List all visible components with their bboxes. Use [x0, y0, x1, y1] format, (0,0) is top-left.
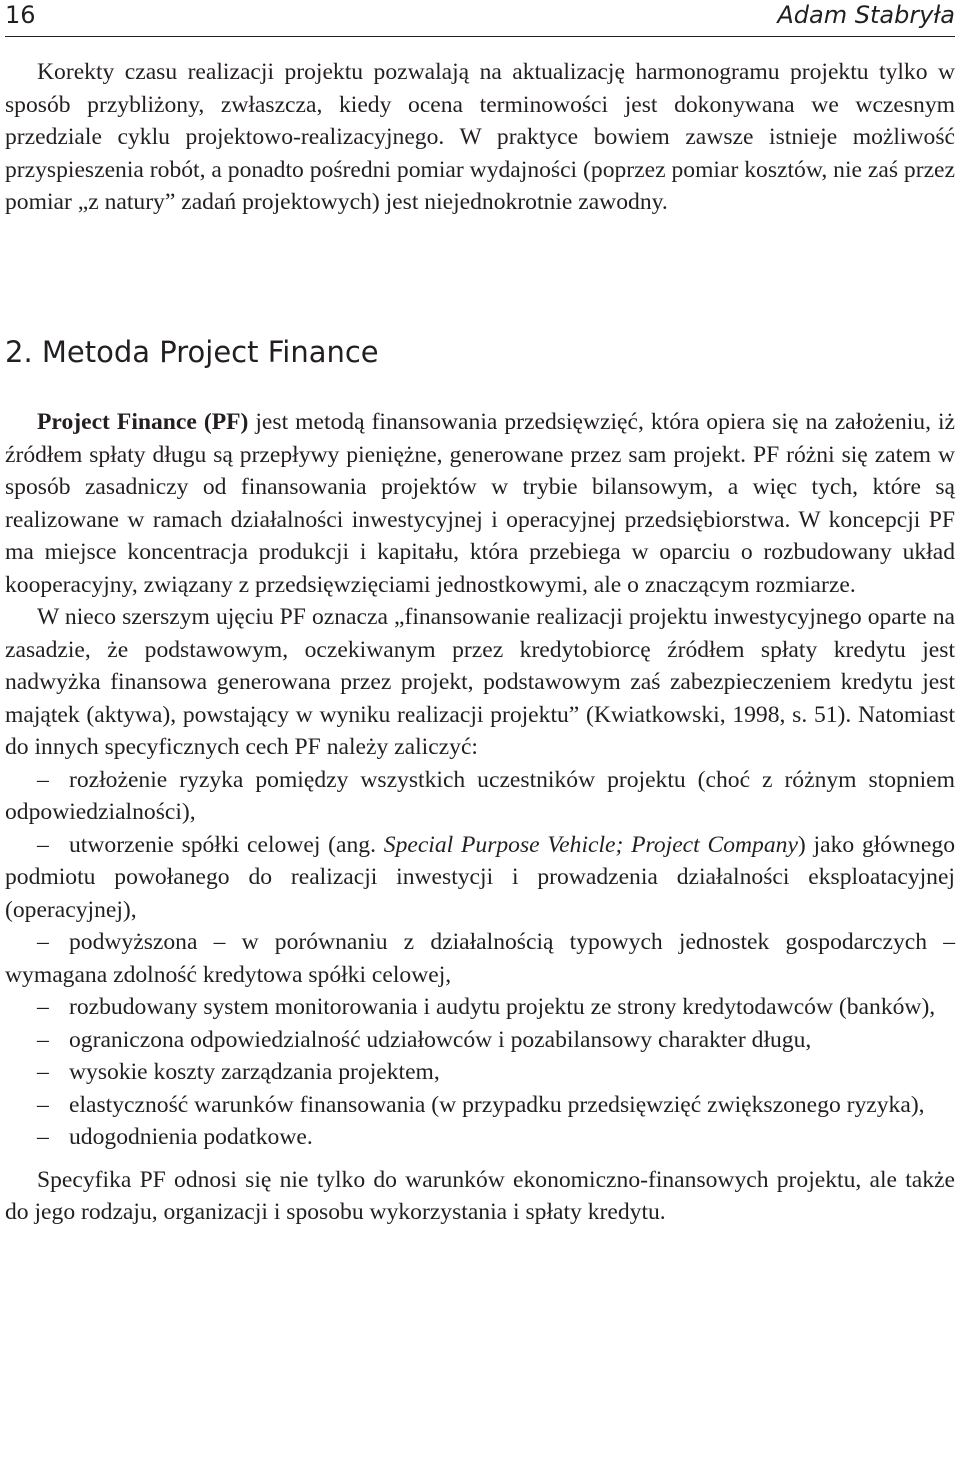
feature-text: podwyższona – w porównaniu z działalnością typowych jednostek gospodarczych – wymagana zdolność kredytowa spółki celowej,	[5, 929, 955, 988]
feature-text: udogodnienia podatkowe.	[69, 1124, 313, 1150]
list-dash: –	[37, 831, 49, 858]
section-body	[5, 406, 955, 1229]
running-header	[5, 0, 955, 37]
closing-paragraph: Specyfika PF odnosi się nie tylko do warunków ekonomiczno-finansowych projektu, ale także do jego rodzaju, organizacji i sposobu wykorzystania i spłaty kredytu.	[5, 1166, 955, 1225]
feature-list-item	[5, 1056, 955, 1089]
list-dash: –	[37, 929, 49, 955]
list-dash: –	[37, 1059, 49, 1085]
list-dash: –	[37, 1124, 49, 1150]
feature-text: wysokie koszty zarządzania projektem,	[69, 1059, 440, 1085]
feature-text-after: ) jako głównego podmiotu powołanego do realizacji inwestycji i prowadzenia działalności eksploatacyjnej (operacyjnej),	[5, 831, 955, 923]
section-heading: 2. Metoda Project Finance	[5, 335, 379, 369]
broader-definition-paragraph: W nieco szerszym ujęciu PF oznacza „finansowanie realizacji projektu inwestycyjnego oparte na zasadzie, że podstawowym, oczekiwanym przez kredytobiorcę źródłem spłaty kredytu jest nadwyżka finansowa generowana przez projekt, podstawowym zaś zabezpieczeniem kredytu jest majątek (aktywa), powstający w wyniku realizacji projektu” (Kwiatkowski, 1998, s. 51). Natomiast do innych specyficznych cech PF należy zaliczyć:	[5, 604, 955, 760]
feature-text: rozłożenie ryzyka pomiędzy wszystkich uczestników projektu (choć z różnym stopniem odpowiedzialności),	[5, 766, 955, 825]
list-dash: –	[37, 994, 49, 1020]
feature-list-item	[5, 1024, 955, 1057]
definition-text: jest metodą finansowania przedsięwzięć, która opiera się na założeniu, iż źródłem spłaty długu są przepływy pieniężne, generowane przez sam projekt. PF różni się zatem w sposób zasadniczy od finansowania projektów w trybie bilansowym, a więc tych, które są realizowane w ramach działalności inwestycyjnej i operacyjnej przedsiębiorstwa. W koncepcji PF ma miejsce koncentracja produkcji i kapitału, która przebiega w oparciu o rozbudowany układ kooperacyjny, związany z przedsięwzięciami jednostkowymi, ale o znaczącym rozmiarze.	[5, 409, 956, 598]
feature-text: rozbudowany system monitorowania i audytu projektu ze strony kredytodawców (banków),	[69, 994, 936, 1020]
intro-paragraph: Korekty czasu realizacji projektu pozwalają na aktualizację harmonogramu projektu tylko w sposób przybliżony, zwłaszcza, kiedy ocena terminowości jest dokonywana we wczesnym przedziale cyklu projektowo-realizacyjnego. W praktyce bowiem zawsze istnieje możliwość przyspieszenia robót, a ponadto pośredni pomiar wydajności (poprzez pomiar kosztów, nie zaś przez pomiar „z natury” zadań projektowych) jest niejednokrotnie zawodny.	[5, 59, 955, 215]
definition-paragraph	[5, 406, 955, 601]
list-dash: –	[37, 1026, 49, 1053]
feature-text: elastyczność warunków finansowania (w przypadku przedsięwzięć zwiększonego ryzyka),	[69, 1091, 925, 1118]
list-dash: –	[37, 766, 49, 793]
running-header-author: Adam Stabryła	[777, 1, 955, 29]
book-page	[5, 0, 955, 1467]
feature-list-item	[5, 926, 955, 991]
feature-list-item-spv	[5, 829, 955, 927]
feature-list-item	[5, 764, 955, 829]
page-number: 16	[5, 1, 36, 29]
list-dash: –	[37, 1091, 49, 1118]
paragraph-spacer	[5, 1154, 955, 1164]
intro-block	[5, 56, 955, 219]
feature-list-item	[5, 1121, 955, 1154]
feature-list-item	[5, 991, 955, 1024]
feature-text: ograniczona odpowiedzialność udziałowców i pozabilansowy charakter długu,	[69, 1026, 812, 1053]
feature-list-item	[5, 1089, 955, 1122]
term-project-finance: Project Finance (PF)	[37, 409, 249, 435]
feature-text-italic-term: Special Purpose Vehicle; Project Company	[383, 831, 798, 858]
feature-text-before: utworzenie spółki celowej (ang.	[69, 831, 384, 858]
